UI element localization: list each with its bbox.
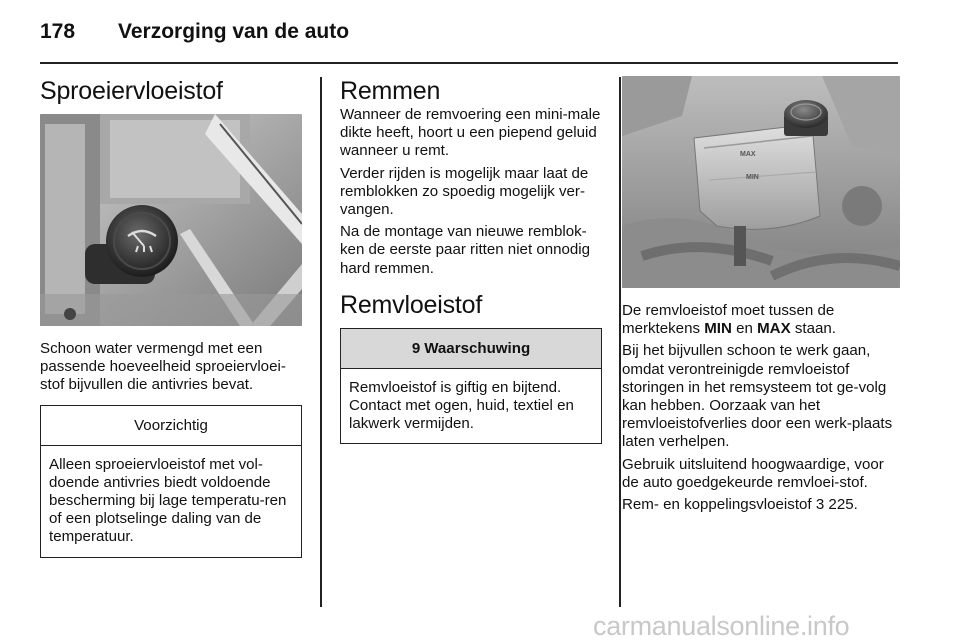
page-reference-link[interactable]: 225. bbox=[828, 496, 858, 514]
caution-text: Alleen sproeiervloeistof met vol-doende antivries biedt voldoende bescherming bij lage temperatu-ren of een plotselinge daling van de temperatuur. bbox=[49, 455, 287, 546]
section-heading-washer-fluid: Sproeiervloeistof bbox=[40, 77, 223, 105]
brake-fluid-level-paragraph bbox=[622, 302, 900, 338]
caution-box bbox=[40, 405, 302, 558]
column-brakes bbox=[340, 74, 602, 444]
column-divider bbox=[320, 77, 322, 607]
washer-fluid-photo bbox=[40, 114, 302, 326]
chapter-title: Verzorging van de auto bbox=[118, 20, 350, 43]
warning-title: Waarschuwing bbox=[424, 339, 531, 357]
fluid-type-paragraph: Gebruik uitsluitend hoogwaardige, voor de auto goedgekeurde remvloei-stof. bbox=[622, 455, 884, 491]
section-heading-brake-fluid: Remvloeistof bbox=[340, 290, 483, 319]
refill-paragraph: Bij het bijvullen schoon te werk gaan, omdat verontreinigde remvloeistof storingen in het remsysteem tot ge-volg kan hebben. Oorzaak van het remvloeistofverlies door een werk-plaats laten verhelpen. bbox=[622, 342, 893, 451]
warning-text: Remvloeistof is giftig en bijtend. Contact met ogen, huid, textiel en lakwerk vermijden. bbox=[349, 378, 574, 433]
page-ref-icon: 3 bbox=[815, 496, 825, 514]
watermark: carmanualsonline.info bbox=[593, 611, 850, 641]
brakes-paragraph-3: Na de montage van nieuwe remblok-ken de eerste paar ritten niet onnodig hard remmen. bbox=[340, 223, 591, 277]
level-text-en: en bbox=[736, 320, 753, 338]
cross-reference-text: Rem- en koppelingsvloeistof bbox=[622, 496, 812, 514]
level-text-b: staan. bbox=[794, 320, 836, 338]
section-heading-brakes: Remmen bbox=[340, 77, 441, 105]
brake-fluid-reservoir-photo bbox=[622, 76, 900, 288]
warning-box bbox=[340, 328, 602, 445]
header-rule bbox=[40, 62, 898, 64]
brakes-paragraph-2: Verder rijden is mogelijk maar laat de remblokken zo spoedig mogelijk ver-vangen. bbox=[340, 164, 589, 219]
page-header bbox=[40, 18, 920, 62]
brakes-paragraph-1: Wanneer de remvoering een mini-male dikte heeft, hoort u een piepend geluid wanneer u remt. bbox=[340, 106, 601, 160]
page-number: 178 bbox=[40, 20, 76, 43]
warning-header bbox=[341, 329, 601, 369]
cross-reference-paragraph bbox=[622, 496, 900, 514]
washer-fluid-paragraph: Schoon water vermengd met een passende hoeveelheid sproeiervloei-stof bijvullen die antivries bevat. bbox=[40, 340, 286, 394]
reservoir-max-label: MAX bbox=[740, 151, 756, 158]
column-brake-fluid-detail bbox=[622, 74, 900, 518]
caution-title: Voorzichtig bbox=[41, 406, 301, 446]
warning-icon: 9 bbox=[411, 339, 421, 357]
level-text-a: De remvloeistof moet tussen de merktekens bbox=[622, 302, 835, 338]
max-mark-label: MAX bbox=[757, 320, 791, 338]
reservoir-min-label: MIN bbox=[746, 174, 759, 181]
min-mark-label: MIN bbox=[704, 320, 732, 338]
column-divider bbox=[619, 77, 621, 607]
column-washer-fluid bbox=[40, 74, 302, 558]
